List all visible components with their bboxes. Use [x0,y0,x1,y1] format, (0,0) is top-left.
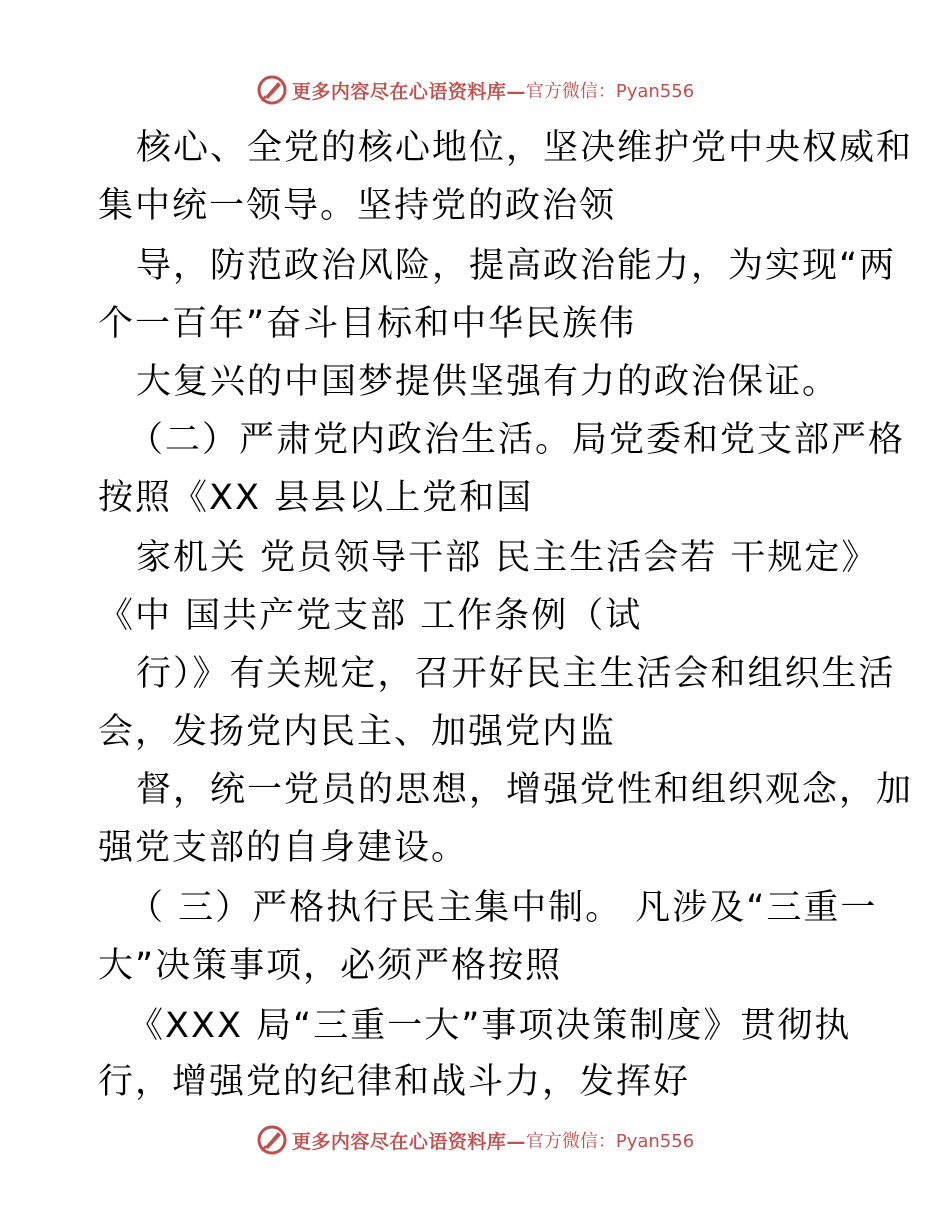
quill-logo-icon [256,74,288,106]
text-line: （ 三）严格执行民主集中制。 凡涉及“三重一 [128,888,878,928]
header-text: 更多内容尽在心语资料库— [291,80,526,103]
text-line: 按照《XX 县县以上党和国 [98,478,534,518]
text-line: 行，增强党的纪律和战斗力，发挥好 [98,1062,691,1102]
header-banner [0,70,950,110]
header-contact: 官方微信：Pyan556 [525,81,695,102]
text-line: 会，发扬党内民主、加强党内监 [98,712,617,752]
text-line: 个一百年”奋斗目标和中华民族伟 [98,304,637,344]
text-line: 大复兴的中国梦提供坚强有力的政治保证。 [136,362,840,402]
text-line: 导，防范政治风险，提高政治能力，为实现“两 [136,246,897,286]
text-line: 核心、全党的核心地位，坚决维护党中央权威和 [136,128,914,168]
text-line: 强党支部的自身建设。 [98,828,469,868]
text-line: 集中统一领导。坚持党的政治领 [98,186,617,226]
footer-contact: 官方微信：Pyan556 [525,1131,695,1152]
text-line: 行）》有关规定，召开好民主生活会和组织生活 [136,654,896,694]
text-line: 督，统一党员的思想，增强党性和组织观念，加 [136,770,914,810]
text-line: 家机关 党员领导干部 民主生活会若 干规定》 [136,538,879,578]
text-line: （二）严肃党内政治生活。局党委和党支部严格 [128,420,906,460]
footer-banner [0,1120,950,1160]
text-line: 大”决策事项，必须严格按照 [98,946,563,986]
text-line: 《XXX 局“三重一大”事项决策制度》贯彻执 [128,1006,852,1046]
quill-logo-icon [256,1124,288,1156]
footer-text: 更多内容尽在心语资料库— [291,1130,526,1153]
text-line: 《中 国共产党支部 工作条例（试 [98,596,643,636]
